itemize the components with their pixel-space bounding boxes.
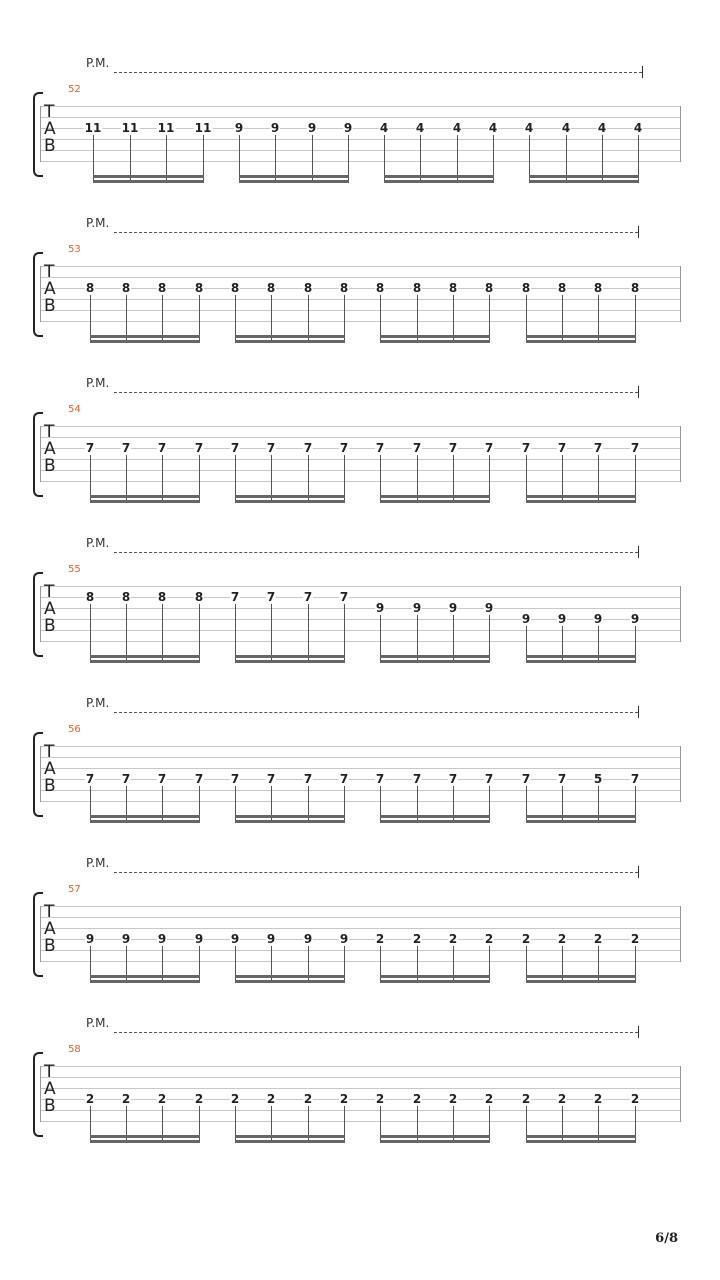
- staff-line: [40, 106, 680, 107]
- palm-mute-label: P.M.: [86, 856, 110, 870]
- system-bracket: [33, 1052, 43, 1137]
- barline: [680, 266, 681, 322]
- note-beam: [380, 975, 490, 978]
- note-beam: [526, 495, 636, 498]
- tab-letter: T: [44, 262, 55, 282]
- fret-number: 2: [412, 1092, 422, 1106]
- fret-number: 9: [194, 932, 204, 946]
- palm-mute-label: P.M.: [86, 56, 110, 70]
- fret-number: 7: [194, 772, 204, 786]
- note-beam: [239, 175, 349, 178]
- fret-number: 8: [375, 281, 385, 295]
- staff-line: [40, 437, 680, 438]
- note-beam: [380, 495, 490, 498]
- note-beam: [235, 500, 345, 503]
- fret-number: 7: [630, 441, 640, 455]
- staff-line: [40, 608, 680, 609]
- fret-number: 8: [121, 590, 131, 604]
- tab-letter: B: [44, 616, 56, 636]
- fret-number: 9: [85, 932, 95, 946]
- palm-mute-end: [638, 546, 639, 558]
- fret-number: 2: [194, 1092, 204, 1106]
- fret-number: 2: [521, 1092, 531, 1106]
- note-beam: [380, 335, 490, 338]
- staff-line: [40, 779, 680, 780]
- note-beam: [90, 1140, 200, 1143]
- fret-number: 7: [85, 772, 95, 786]
- staff-line: [40, 746, 680, 747]
- fret-number: 9: [270, 121, 280, 135]
- note-beam: [526, 975, 636, 978]
- note-beam: [239, 180, 349, 183]
- fret-number: 9: [557, 612, 567, 626]
- fret-number: 8: [230, 281, 240, 295]
- tab-system: [0, 1016, 720, 1152]
- tab-letter: T: [44, 742, 55, 762]
- barline: [40, 266, 41, 322]
- fret-number: 2: [412, 932, 422, 946]
- staff-line: [40, 1121, 680, 1122]
- fret-number: 7: [303, 772, 313, 786]
- fret-number: 4: [488, 121, 498, 135]
- fret-number: 8: [157, 281, 167, 295]
- note-beam: [529, 180, 639, 183]
- staff-line: [40, 481, 680, 482]
- palm-mute-label: P.M.: [86, 216, 110, 230]
- tab-letter: B: [44, 1096, 56, 1116]
- fret-number: 4: [633, 121, 643, 135]
- note-beam: [235, 335, 345, 338]
- fret-number: 7: [194, 441, 204, 455]
- note-beam: [529, 175, 639, 178]
- fret-number: 7: [121, 441, 131, 455]
- palm-mute-extension: [114, 552, 638, 553]
- staff-line: [40, 586, 680, 587]
- measure-number: 58: [68, 1044, 81, 1055]
- measure-number: 54: [68, 404, 81, 415]
- fret-number: 8: [303, 281, 313, 295]
- palm-mute-extension: [114, 712, 638, 713]
- note-beam: [526, 1140, 636, 1143]
- tab-letter: A: [44, 119, 56, 139]
- tab-system: [0, 856, 720, 992]
- fret-number: 11: [157, 121, 175, 135]
- fret-number: 2: [85, 1092, 95, 1106]
- note-beam: [235, 975, 345, 978]
- note-beam: [380, 815, 490, 818]
- fret-number: 7: [339, 590, 349, 604]
- note-beam: [380, 980, 490, 983]
- fret-number: 2: [521, 932, 531, 946]
- fret-number: 8: [194, 281, 204, 295]
- staff-line: [40, 139, 680, 140]
- fret-number: 2: [448, 1092, 458, 1106]
- fret-number: 7: [157, 441, 167, 455]
- barline: [680, 426, 681, 482]
- tab-system: [0, 536, 720, 672]
- note-beam: [90, 335, 200, 338]
- fret-number: 2: [630, 932, 640, 946]
- note-beam: [90, 975, 200, 978]
- tab-letter: A: [44, 279, 56, 299]
- note-beam: [90, 660, 200, 663]
- tab-letter: T: [44, 1062, 55, 1082]
- note-beam: [384, 180, 494, 183]
- fret-number: 7: [303, 590, 313, 604]
- fret-number: 8: [593, 281, 603, 295]
- fret-number: 5: [593, 772, 603, 786]
- system-bracket: [33, 252, 43, 337]
- measure-number: 56: [68, 724, 81, 735]
- fret-number: 9: [266, 932, 276, 946]
- fret-number: 7: [266, 441, 276, 455]
- fret-number: 9: [234, 121, 244, 135]
- staff-line: [40, 448, 680, 449]
- barline: [680, 106, 681, 162]
- tab-letter: A: [44, 1079, 56, 1099]
- tab-letter: B: [44, 296, 56, 316]
- fret-number: 4: [379, 121, 389, 135]
- note-beam: [90, 500, 200, 503]
- staff-line: [40, 470, 680, 471]
- note-beam: [235, 1140, 345, 1143]
- system-bracket: [33, 412, 43, 497]
- fret-number: 7: [521, 772, 531, 786]
- staff-line: [40, 641, 680, 642]
- system-bracket: [33, 732, 43, 817]
- note-beam: [380, 1140, 490, 1143]
- barline: [680, 746, 681, 802]
- staff-line: [40, 1099, 680, 1100]
- fret-number: 7: [121, 772, 131, 786]
- staff-line: [40, 801, 680, 802]
- page-number: 6/8: [655, 1231, 678, 1246]
- staff-line: [40, 939, 680, 940]
- staff-line: [40, 310, 680, 311]
- barline: [40, 746, 41, 802]
- note-beam: [235, 820, 345, 823]
- fret-number: 9: [630, 612, 640, 626]
- fret-number: 7: [157, 772, 167, 786]
- note-beam: [90, 980, 200, 983]
- note-beam: [384, 175, 494, 178]
- fret-number: 2: [593, 1092, 603, 1106]
- fret-number: 7: [230, 772, 240, 786]
- fret-number: 8: [484, 281, 494, 295]
- fret-number: 2: [484, 1092, 494, 1106]
- palm-mute-extension: [114, 872, 638, 873]
- staff-line: [40, 950, 680, 951]
- tab-letter: T: [44, 102, 55, 122]
- palm-mute-extension: [114, 232, 638, 233]
- staff-line: [40, 619, 680, 620]
- system-bracket: [33, 572, 43, 657]
- fret-number: 7: [85, 441, 95, 455]
- note-beam: [380, 655, 490, 658]
- staff-line: [40, 1110, 680, 1111]
- note-beam: [526, 500, 636, 503]
- fret-number: 4: [561, 121, 571, 135]
- fret-number: 2: [230, 1092, 240, 1106]
- fret-number: 9: [157, 932, 167, 946]
- tab-letter: B: [44, 456, 56, 476]
- note-beam: [380, 1135, 490, 1138]
- measure-number: 57: [68, 884, 81, 895]
- fret-number: 9: [521, 612, 531, 626]
- fret-number: 8: [412, 281, 422, 295]
- staff-line: [40, 757, 680, 758]
- fret-number: 9: [303, 932, 313, 946]
- palm-mute-end: [642, 66, 643, 78]
- palm-mute-end: [638, 226, 639, 238]
- fret-number: 9: [412, 601, 422, 615]
- note-beam: [526, 660, 636, 663]
- fret-number: 7: [593, 441, 603, 455]
- fret-number: 8: [85, 281, 95, 295]
- barline: [40, 106, 41, 162]
- fret-number: 7: [412, 441, 422, 455]
- note-beam: [93, 175, 204, 178]
- fret-number: 9: [593, 612, 603, 626]
- fret-number: 11: [194, 121, 212, 135]
- staff-line: [40, 117, 680, 118]
- note-beam: [235, 495, 345, 498]
- barline: [40, 586, 41, 642]
- fret-number: 9: [339, 932, 349, 946]
- tab-system: [0, 216, 720, 352]
- note-beam: [526, 815, 636, 818]
- fret-number: 8: [557, 281, 567, 295]
- palm-mute-end: [638, 866, 639, 878]
- note-beam: [526, 1135, 636, 1138]
- note-beam: [90, 340, 200, 343]
- fret-number: 9: [343, 121, 353, 135]
- staff-line: [40, 1088, 680, 1089]
- note-beam: [526, 820, 636, 823]
- fret-number: 7: [230, 590, 240, 604]
- note-beam: [90, 495, 200, 498]
- fret-number: 9: [121, 932, 131, 946]
- fret-number: 7: [630, 772, 640, 786]
- fret-number: 2: [375, 932, 385, 946]
- palm-mute-label: P.M.: [86, 376, 110, 390]
- note-beam: [93, 180, 204, 183]
- note-beam: [90, 655, 200, 658]
- note-beam: [380, 340, 490, 343]
- staff-line: [40, 266, 680, 267]
- note-beam: [235, 1135, 345, 1138]
- fret-number: 7: [557, 441, 567, 455]
- palm-mute-label: P.M.: [86, 1016, 110, 1030]
- barline: [40, 1066, 41, 1122]
- note-beam: [380, 660, 490, 663]
- fret-number: 9: [448, 601, 458, 615]
- fret-number: 7: [557, 772, 567, 786]
- fret-number: 7: [266, 590, 276, 604]
- staff-line: [40, 597, 680, 598]
- staff-line: [40, 321, 680, 322]
- fret-number: 7: [521, 441, 531, 455]
- tab-letter: B: [44, 936, 56, 956]
- fret-number: 4: [597, 121, 607, 135]
- staff-line: [40, 426, 680, 427]
- palm-mute-extension: [114, 72, 642, 73]
- staff-line: [40, 161, 680, 162]
- staff-line: [40, 630, 680, 631]
- fret-number: 7: [448, 441, 458, 455]
- palm-mute-end: [638, 1026, 639, 1038]
- fret-number: 9: [230, 932, 240, 946]
- fret-number: 2: [593, 932, 603, 946]
- staff-line: [40, 277, 680, 278]
- palm-mute-end: [638, 706, 639, 718]
- note-beam: [526, 340, 636, 343]
- fret-number: 7: [266, 772, 276, 786]
- fret-number: 11: [84, 121, 102, 135]
- fret-number: 7: [484, 441, 494, 455]
- fret-number: 2: [484, 932, 494, 946]
- measure-number: 53: [68, 244, 81, 255]
- note-beam: [90, 1135, 200, 1138]
- staff-line: [40, 790, 680, 791]
- fret-number: 8: [521, 281, 531, 295]
- palm-mute-extension: [114, 392, 638, 393]
- barline: [680, 586, 681, 642]
- fret-number: 7: [448, 772, 458, 786]
- note-beam: [90, 815, 200, 818]
- fret-number: 9: [307, 121, 317, 135]
- staff-line: [40, 288, 680, 289]
- fret-number: 8: [194, 590, 204, 604]
- fret-number: 2: [557, 932, 567, 946]
- fret-number: 11: [121, 121, 139, 135]
- tab-letter: A: [44, 599, 56, 619]
- fret-number: 7: [412, 772, 422, 786]
- tab-letter: T: [44, 582, 55, 602]
- fret-number: 8: [121, 281, 131, 295]
- staff-line: [40, 928, 680, 929]
- fret-number: 8: [266, 281, 276, 295]
- fret-number: 2: [630, 1092, 640, 1106]
- fret-number: 4: [452, 121, 462, 135]
- fret-number: 2: [121, 1092, 131, 1106]
- tab-letter: T: [44, 902, 55, 922]
- staff-line: [40, 917, 680, 918]
- fret-number: 2: [557, 1092, 567, 1106]
- note-beam: [235, 340, 345, 343]
- measure-number: 55: [68, 564, 81, 575]
- fret-number: 8: [157, 590, 167, 604]
- fret-number: 9: [375, 601, 385, 615]
- fret-number: 2: [375, 1092, 385, 1106]
- tab-system: [0, 56, 720, 192]
- fret-number: 7: [339, 772, 349, 786]
- palm-mute-label: P.M.: [86, 536, 110, 550]
- system-bracket: [33, 92, 43, 177]
- fret-number: 8: [630, 281, 640, 295]
- measure-number: 52: [68, 84, 81, 95]
- tab-letter: T: [44, 422, 55, 442]
- system-bracket: [33, 892, 43, 977]
- note-beam: [90, 820, 200, 823]
- tab-system: [0, 376, 720, 512]
- fret-number: 2: [339, 1092, 349, 1106]
- note-beam: [235, 660, 345, 663]
- staff-line: [40, 961, 680, 962]
- tab-letter: A: [44, 919, 56, 939]
- fret-number: 2: [448, 932, 458, 946]
- note-beam: [526, 335, 636, 338]
- note-beam: [235, 980, 345, 983]
- fret-number: 7: [484, 772, 494, 786]
- tab-system: [0, 696, 720, 832]
- tab-letter: B: [44, 776, 56, 796]
- barline: [680, 906, 681, 962]
- fret-number: 7: [303, 441, 313, 455]
- note-beam: [380, 500, 490, 503]
- fret-number: 7: [339, 441, 349, 455]
- staff-line: [40, 150, 680, 151]
- tab-letter: A: [44, 439, 56, 459]
- note-beam: [380, 820, 490, 823]
- fret-number: 4: [415, 121, 425, 135]
- staff-line: [40, 299, 680, 300]
- fret-number: 4: [524, 121, 534, 135]
- note-beam: [235, 815, 345, 818]
- fret-number: 2: [303, 1092, 313, 1106]
- fret-number: 9: [484, 601, 494, 615]
- palm-mute-extension: [114, 1032, 638, 1033]
- note-beam: [235, 655, 345, 658]
- staff-line: [40, 768, 680, 769]
- note-beam: [526, 655, 636, 658]
- palm-mute-end: [638, 386, 639, 398]
- staff-line: [40, 459, 680, 460]
- fret-number: 2: [266, 1092, 276, 1106]
- fret-number: 7: [375, 772, 385, 786]
- fret-number: 8: [339, 281, 349, 295]
- staff-line: [40, 906, 680, 907]
- staff-line: [40, 1077, 680, 1078]
- palm-mute-label: P.M.: [86, 696, 110, 710]
- fret-number: 7: [230, 441, 240, 455]
- tab-letter: A: [44, 759, 56, 779]
- fret-number: 7: [375, 441, 385, 455]
- barline: [40, 426, 41, 482]
- barline: [680, 1066, 681, 1122]
- fret-number: 2: [157, 1092, 167, 1106]
- fret-number: 8: [85, 590, 95, 604]
- note-beam: [526, 980, 636, 983]
- fret-number: 8: [448, 281, 458, 295]
- staff-line: [40, 1066, 680, 1067]
- tab-letter: B: [44, 136, 56, 156]
- barline: [40, 906, 41, 962]
